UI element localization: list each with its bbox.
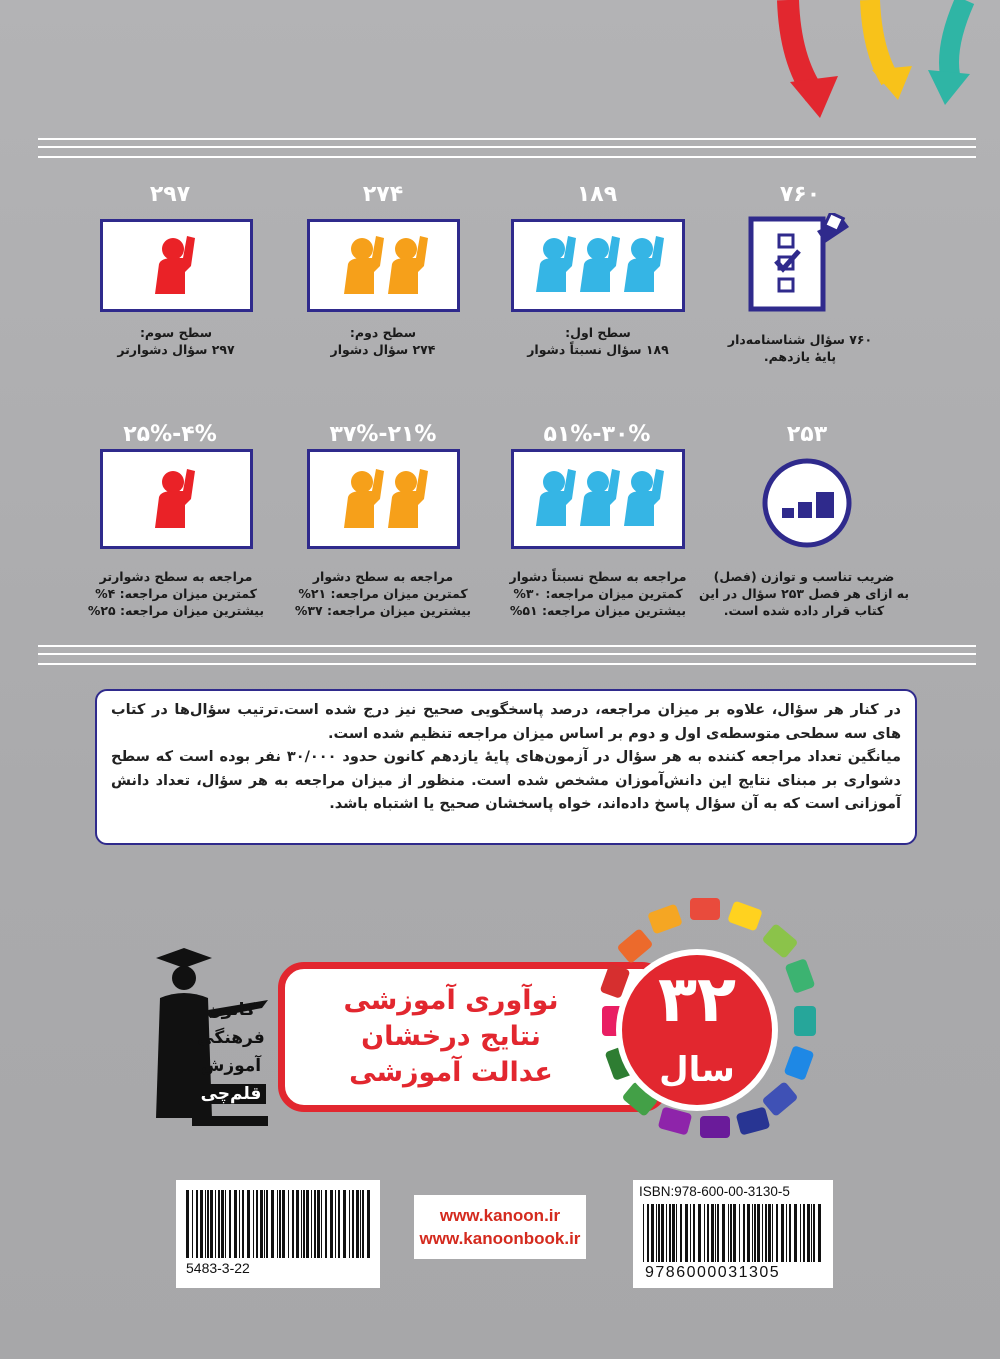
stat-caption-ref2: مراجعه به سطح دشوار کمترین میزان مراجعه: ۲۱% بیشترین میزان مراجعه: ۳۷%	[294, 569, 472, 618]
slogan-line-1: نوآوری آموزشی	[343, 985, 559, 1016]
isbn-barcode	[633, 1180, 833, 1288]
isbn-barcode-bars	[643, 1204, 823, 1262]
level2-box	[307, 219, 460, 312]
description-paragraph-1: در کنار هر سؤال، علاوه بر میزان مراجعه، درصد پاسخگویی صحیح نیز درج شده است.ترتیب سؤال‌ها در کتاب های سه سطحی متوسطه‌ی اول و دوم بر اساس میزان مراجعه تنظیم شده است.	[111, 702, 901, 742]
stat-caption-level1: سطح اول: ۱۸۹ سؤال نسبتاً دشوار	[527, 325, 669, 357]
level1-box	[511, 219, 685, 312]
logo-word-4: قلم‌چی	[196, 1084, 266, 1104]
stat-number-ref2: ۲۱%-۳۷%	[329, 422, 437, 447]
price-barcode-bars	[186, 1190, 370, 1258]
description-paragraph-2: میانگین تعداد مراجعه کننده به هر سؤال در آزمون‌های پایهٔ یازدهم کانون حدود ۳۰/۰۰۰ نفر بوده است که سطح دشواری بر مبنای نتایج این دانش‌آموزان مشخص شده است. منظور از میزان مراجعه به هر سؤال، تعداد دانش آموزانی است که به آن سؤال پاسخ داده‌اند، خواه پاسخشان صحیح یا اشتباه باشد.	[111, 749, 901, 812]
stat-number-level3: ۲۹۷	[149, 182, 191, 207]
bar-steps-icon	[760, 456, 854, 550]
two-students-icon	[310, 222, 457, 309]
price-barcode	[176, 1180, 380, 1288]
slogan-line-3: عدالت آموزشی	[349, 1057, 553, 1088]
badge-word: سال	[659, 1050, 735, 1090]
price-barcode-number: 5483-3-22	[186, 1260, 250, 1276]
ref3-box	[100, 449, 253, 549]
stat-caption-ref1: مراجعه به سطح نسبتاً دشوار کمترین میزان مراجعه: ۳۰% بیشترین میزان مراجعه: ۵۱%	[509, 569, 687, 618]
level3-box	[100, 219, 253, 312]
slogan-line-2: نتایج درخشان	[361, 1021, 541, 1052]
logo-word-3: آموزش	[200, 1056, 262, 1076]
arrows-decoration	[760, 0, 1000, 125]
website-box	[414, 1195, 586, 1259]
stat-caption-balance: ضریب تناسب و توازن (فصل) به ازای هر فصل ۲۵۳ سؤال در این کتاب قرار داده شده است.	[698, 569, 910, 618]
ref1-box	[511, 449, 685, 549]
website-link-1[interactable]: www.kanoon.ir	[439, 1206, 561, 1225]
logo-word-1: کانون	[207, 1000, 255, 1020]
three-students-icon	[514, 452, 682, 546]
top-divider	[38, 138, 976, 158]
three-students-icon	[514, 222, 682, 309]
stat-number-ref3: ۴%-۲۵%	[123, 422, 217, 447]
stat-caption-total: ۷۶۰ سؤال شناسنامه‌دار پایهٔ یازدهم.	[727, 332, 873, 364]
ref2-box	[307, 449, 460, 549]
checklist-icon	[745, 213, 855, 313]
stat-number-balance: ۲۵۳	[786, 422, 828, 447]
stat-number-total: ۷۶۰	[779, 182, 821, 207]
middle-divider	[38, 645, 976, 665]
stat-number-level2: ۲۷۴	[362, 182, 404, 207]
stat-caption-ref3: مراجعه به سطح دشوارتر کمترین میزان مراجعه: ۴% بیشترین میزان مراجعه: ۲۵%	[87, 569, 265, 618]
stat-caption-level3: سطح سوم: ۲۹۷ سؤال دشوارتر	[117, 325, 235, 357]
isbn-label: ISBN:978-600-00-3130-5	[639, 1184, 790, 1199]
website-link-2[interactable]: www.kanoonbook.ir	[419, 1229, 581, 1248]
isbn-digits: 9786000031305	[645, 1264, 781, 1281]
anniversary-badge	[622, 955, 772, 1105]
two-students-icon	[310, 452, 457, 546]
stat-number-ref1: ۳۰%-۵۱%	[543, 422, 651, 447]
one-student-icon	[103, 222, 250, 309]
one-student-icon	[103, 452, 250, 546]
badge-number: ۳۲	[657, 963, 737, 1037]
description-box	[95, 689, 917, 845]
logo-word-2: فرهنگی	[197, 1028, 265, 1048]
stat-caption-level2: سطح دوم: ۲۷۴ سؤال دشوار	[330, 325, 436, 357]
kanoon-logo	[150, 938, 268, 1128]
stat-number-level1: ۱۸۹	[576, 182, 618, 207]
